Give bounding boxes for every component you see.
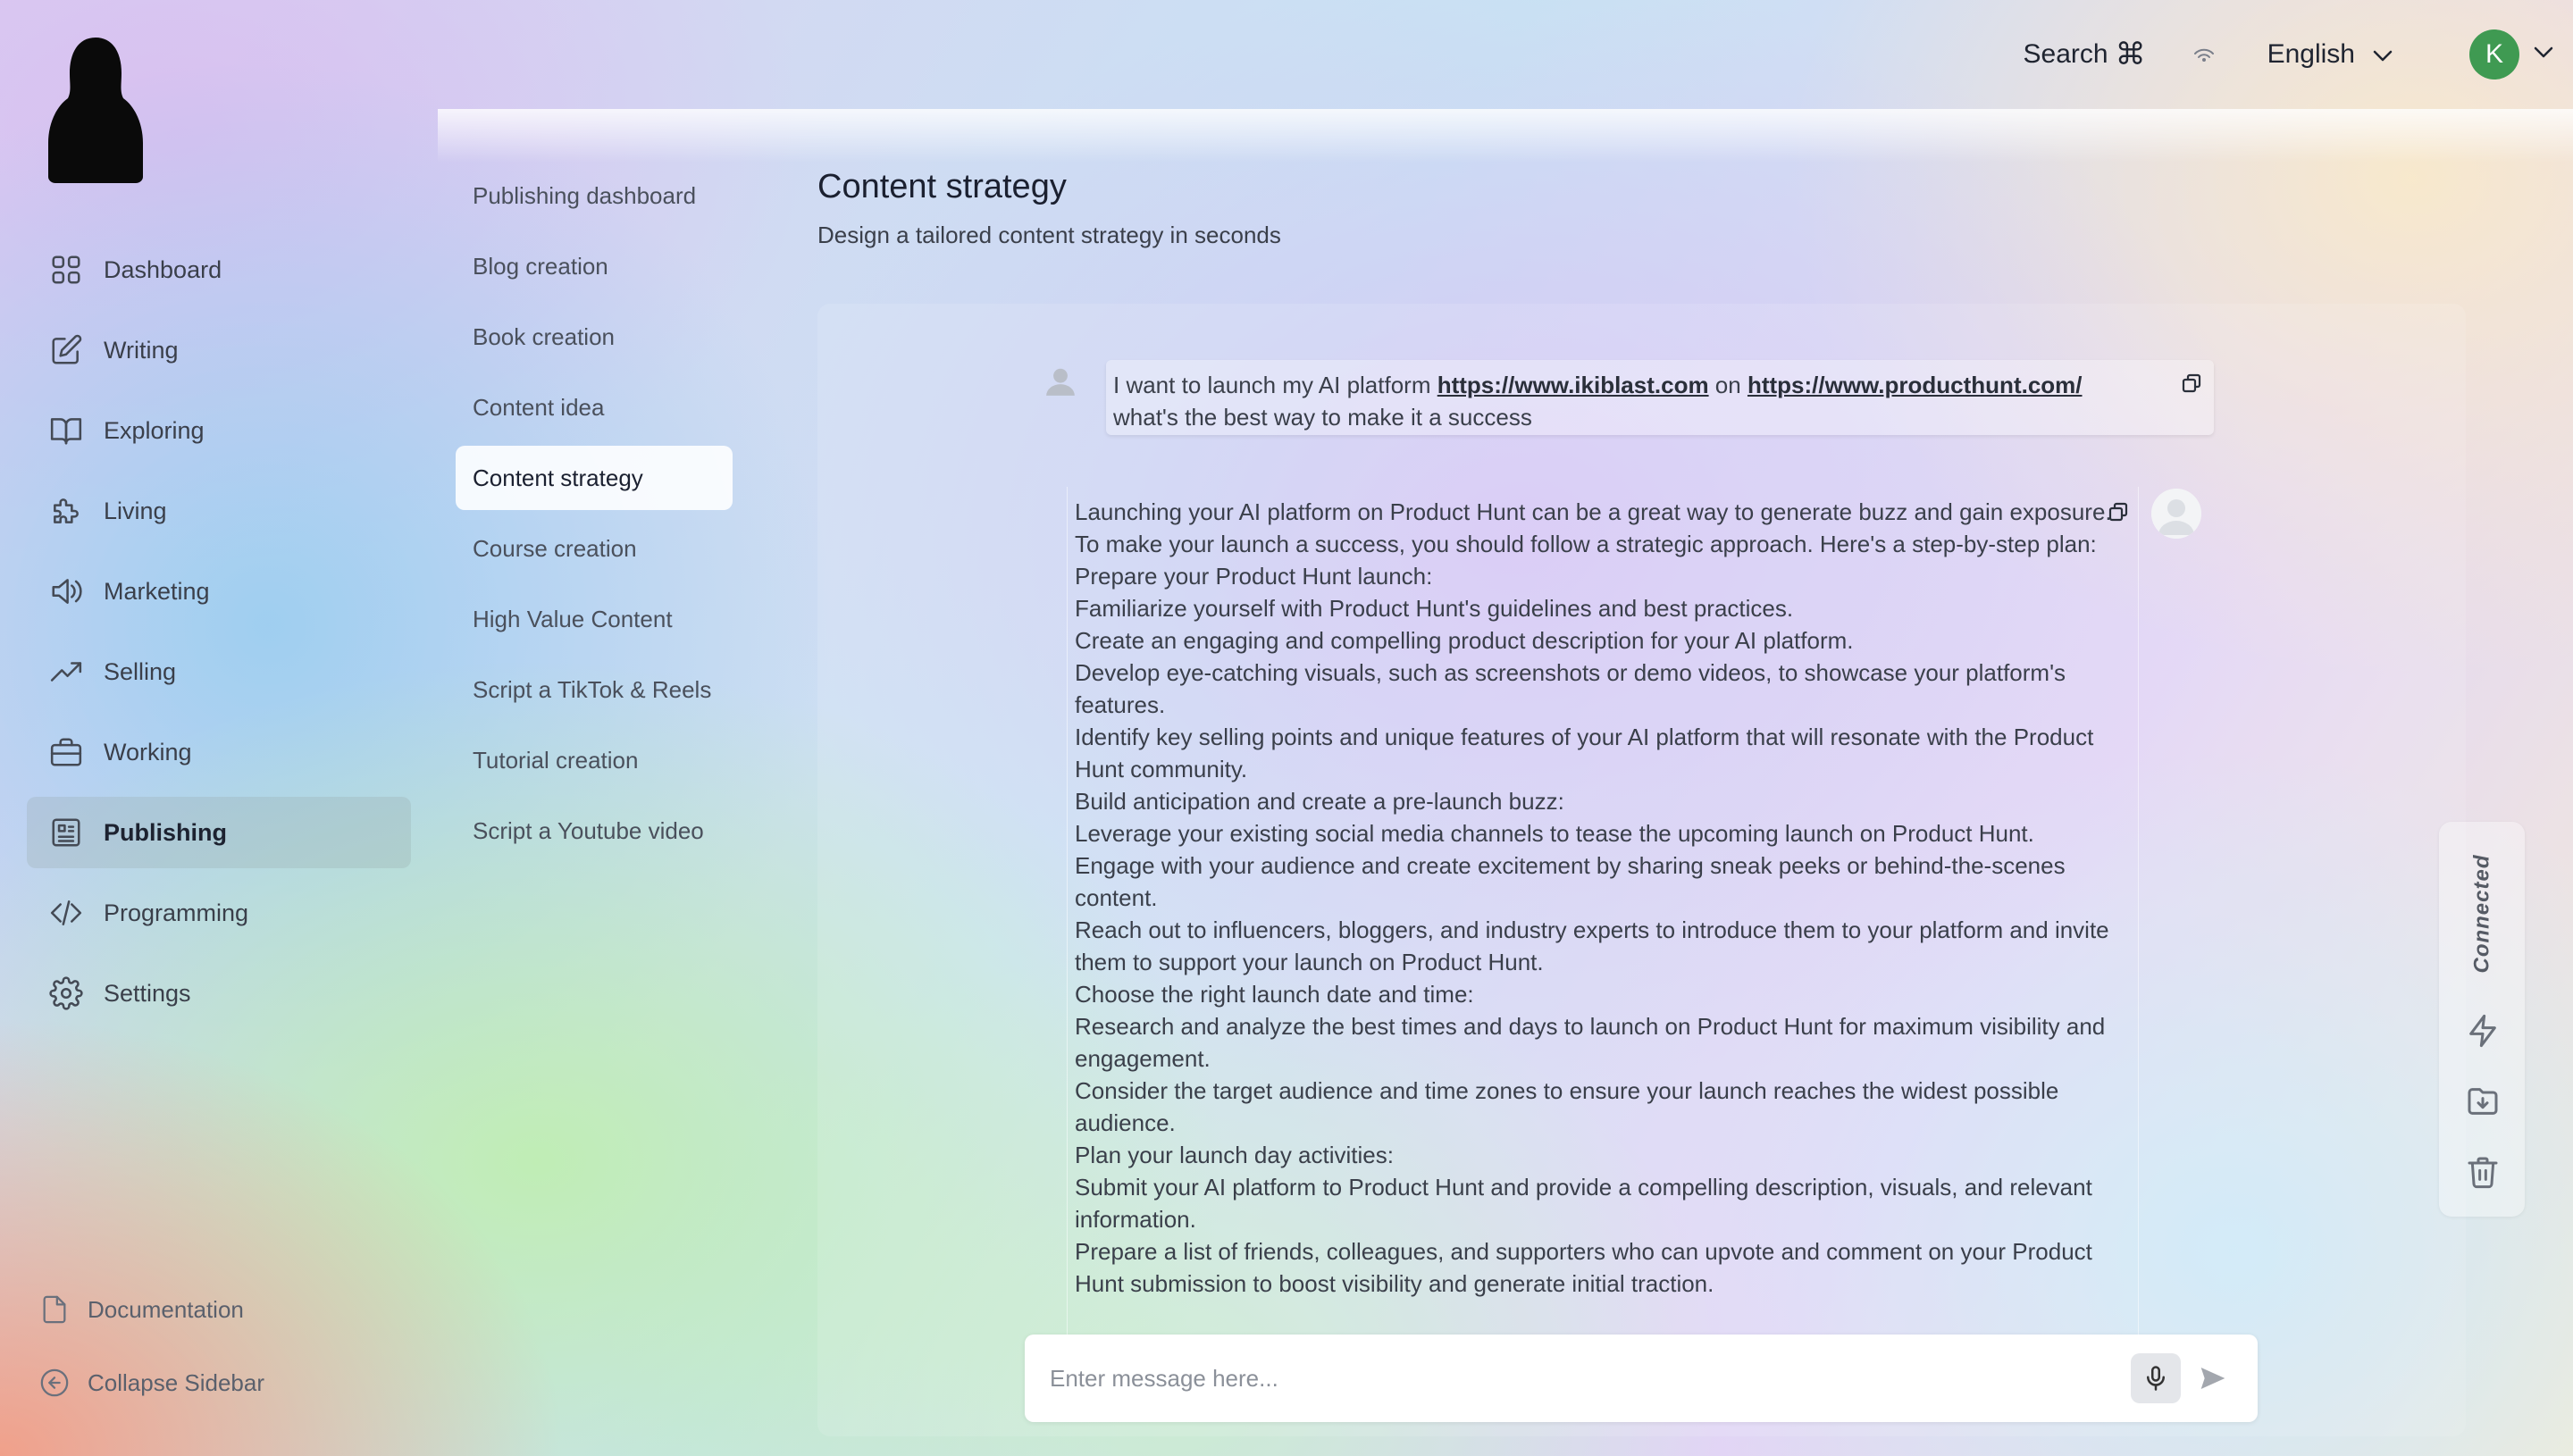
- sidebar-item-selling[interactable]: [27, 636, 411, 707]
- megaphone-icon: [48, 573, 84, 609]
- copy-icon[interactable]: [2182, 373, 2201, 397]
- page-title: Content strategy: [817, 168, 1067, 205]
- submenu-item-active[interactable]: Content strategy: [456, 446, 733, 510]
- briefcase-icon: [48, 734, 84, 770]
- send-button[interactable]: [2195, 1360, 2231, 1396]
- submenu-item[interactable]: Content idea: [473, 393, 605, 421]
- sidebar-item-writing[interactable]: [27, 314, 411, 386]
- newspaper-icon: [48, 815, 84, 850]
- sidebar-item-marketing[interactable]: [27, 556, 411, 627]
- sidebar-item-settings[interactable]: [27, 958, 411, 1029]
- pencil-square-icon: [48, 332, 84, 368]
- book-icon: [48, 413, 84, 448]
- sidebar-item-label: Marketing: [104, 577, 210, 605]
- sidebar-item-label: Living: [104, 497, 167, 524]
- sidebar-item-programming[interactable]: [27, 877, 411, 949]
- hoodie-logo: [46, 36, 145, 183]
- sidebar-item-label: Exploring: [104, 416, 205, 444]
- connection-status-label: Connected: [2469, 854, 2494, 974]
- submenu-item[interactable]: Script a TikTok & Reels: [473, 675, 712, 703]
- sidebar-item-label: Working: [104, 738, 192, 766]
- submenu-item[interactable]: Course creation: [473, 534, 637, 562]
- assistant-message: Launching your AI platform on Product Hunt can be a great way to generate buzz and gain exposure. To make your launch a success, you should follow a strategic approach. Here's a step-by-step plan: Prepare your Product Hunt launch: Familiarize yourself with Product Hunt's guidelines and best practices. Create an engaging and compelling product description for your AI platform. Develop eye-catching visuals, such as screenshots or demo videos, to showcase your platform's features. Identify key selling points and unique features of your AI platform that will resonate with the Product Hunt community. Build anticipation and create a pre-launch buzz: Leverage your existing social media channels to tease the upcoming launch on Product Hunt. Engage with your audience and create excitement by sharing sneak peeks or behind-the-scenes content. Reach out to influencers, bloggers, and industry experts to introduce them to your platform and invite them to support your launch on Product Hunt. Choose the right launch date and time: Research and analyze the best times and days to launch on Product Hunt for maximum visibility and engagement. Consider the target audience and time zones to ensure your launch reaches the widest possible audience. Plan your launch day activities: Submit your AI platform to Product Hunt and provide a compelling description, visuals, and relevant information. Prepare a list of friends, colleagues, and supporters who can upvote and comment on your Product Hunt submission to boost visibility and generate initial traction.: [1067, 487, 2139, 1335]
- microphone-button[interactable]: [2131, 1353, 2181, 1403]
- language-selector[interactable]: [2267, 39, 2393, 70]
- submenu-item[interactable]: Tutorial creation: [473, 746, 639, 774]
- submenu-item[interactable]: Blog creation: [473, 252, 608, 280]
- top-header: [2024, 0, 2573, 109]
- documentation-label: Documentation: [88, 1295, 244, 1323]
- user-message-middle: on: [1708, 372, 1747, 398]
- chevron-down-icon: [2534, 46, 2553, 63]
- microphone-icon: [2142, 1365, 2169, 1392]
- command-key-icon: ⌘: [2115, 38, 2146, 71]
- code-icon: [48, 895, 84, 931]
- sidebar-nav: [27, 234, 411, 1038]
- arrow-left-circle-icon: [39, 1368, 70, 1398]
- message-link[interactable]: https://www.producthunt.com/: [1747, 372, 2083, 398]
- folder-download-icon[interactable]: [2465, 1084, 2501, 1119]
- gear-icon: [48, 975, 84, 1011]
- submenu-item[interactable]: High Value Content: [473, 605, 673, 632]
- sidebar-item-label: Dashboard: [104, 255, 222, 283]
- avatar: K: [2469, 29, 2519, 79]
- assistant-avatar: [2151, 489, 2201, 539]
- user-message-prefix: I want to launch my AI platform: [1113, 372, 1437, 398]
- sidebar-footer: [39, 1284, 264, 1431]
- submenu-item[interactable]: Publishing dashboard: [473, 181, 697, 209]
- message-link[interactable]: https://www.ikiblast.com: [1437, 372, 1709, 398]
- copy-icon[interactable]: [2108, 502, 2128, 526]
- publishing-submenu: [456, 163, 733, 869]
- submenu-item[interactable]: Script a Youtube video: [473, 816, 704, 844]
- sidebar-item-publishing[interactable]: [27, 797, 411, 868]
- collapse-sidebar-label: Collapse Sidebar: [88, 1368, 265, 1396]
- sidebar-item-dashboard[interactable]: [27, 234, 411, 305]
- message-composer: [1025, 1335, 2258, 1422]
- connection-status: [2459, 849, 2505, 979]
- sidebar-item-working[interactable]: [27, 716, 411, 788]
- page-subtitle: Design a tailored content strategy in seconds: [817, 222, 1281, 248]
- sidebar-item-label: Settings: [104, 979, 191, 1007]
- collapse-sidebar-button[interactable]: [39, 1358, 264, 1408]
- sidebar-item-label: Publishing: [104, 818, 227, 846]
- search-label: Search: [2023, 39, 2108, 69]
- user-avatar-icon: [1043, 364, 1077, 398]
- sidebar-item-label: Selling: [104, 657, 177, 685]
- signal-icon[interactable]: [2192, 43, 2216, 67]
- document-icon: [39, 1294, 70, 1325]
- lightning-icon[interactable]: [2465, 1013, 2501, 1049]
- sidebar-item-label: Writing: [104, 336, 179, 364]
- grid-icon: [48, 252, 84, 288]
- sidebar-item-exploring[interactable]: [27, 395, 411, 466]
- chevron-down-icon: [2373, 39, 2393, 70]
- submenu-item[interactable]: Book creation: [473, 322, 615, 350]
- header-divider: [438, 109, 2573, 163]
- sidebar-item-label: Programming: [104, 899, 249, 926]
- documentation-link[interactable]: [39, 1284, 264, 1335]
- send-icon: [2199, 1364, 2227, 1393]
- trend-up-icon: [48, 654, 84, 690]
- puzzle-icon: [48, 493, 84, 529]
- user-message: [1106, 360, 2214, 435]
- user-menu[interactable]: [2469, 29, 2553, 79]
- trash-icon[interactable]: [2465, 1154, 2501, 1190]
- user-message-suffix: what's the best way to make it a success: [1113, 404, 1532, 431]
- message-input[interactable]: [1050, 1365, 2131, 1393]
- search-button[interactable]: [2024, 37, 2146, 72]
- language-value: English: [2267, 39, 2355, 69]
- sidebar-item-living[interactable]: [27, 475, 411, 547]
